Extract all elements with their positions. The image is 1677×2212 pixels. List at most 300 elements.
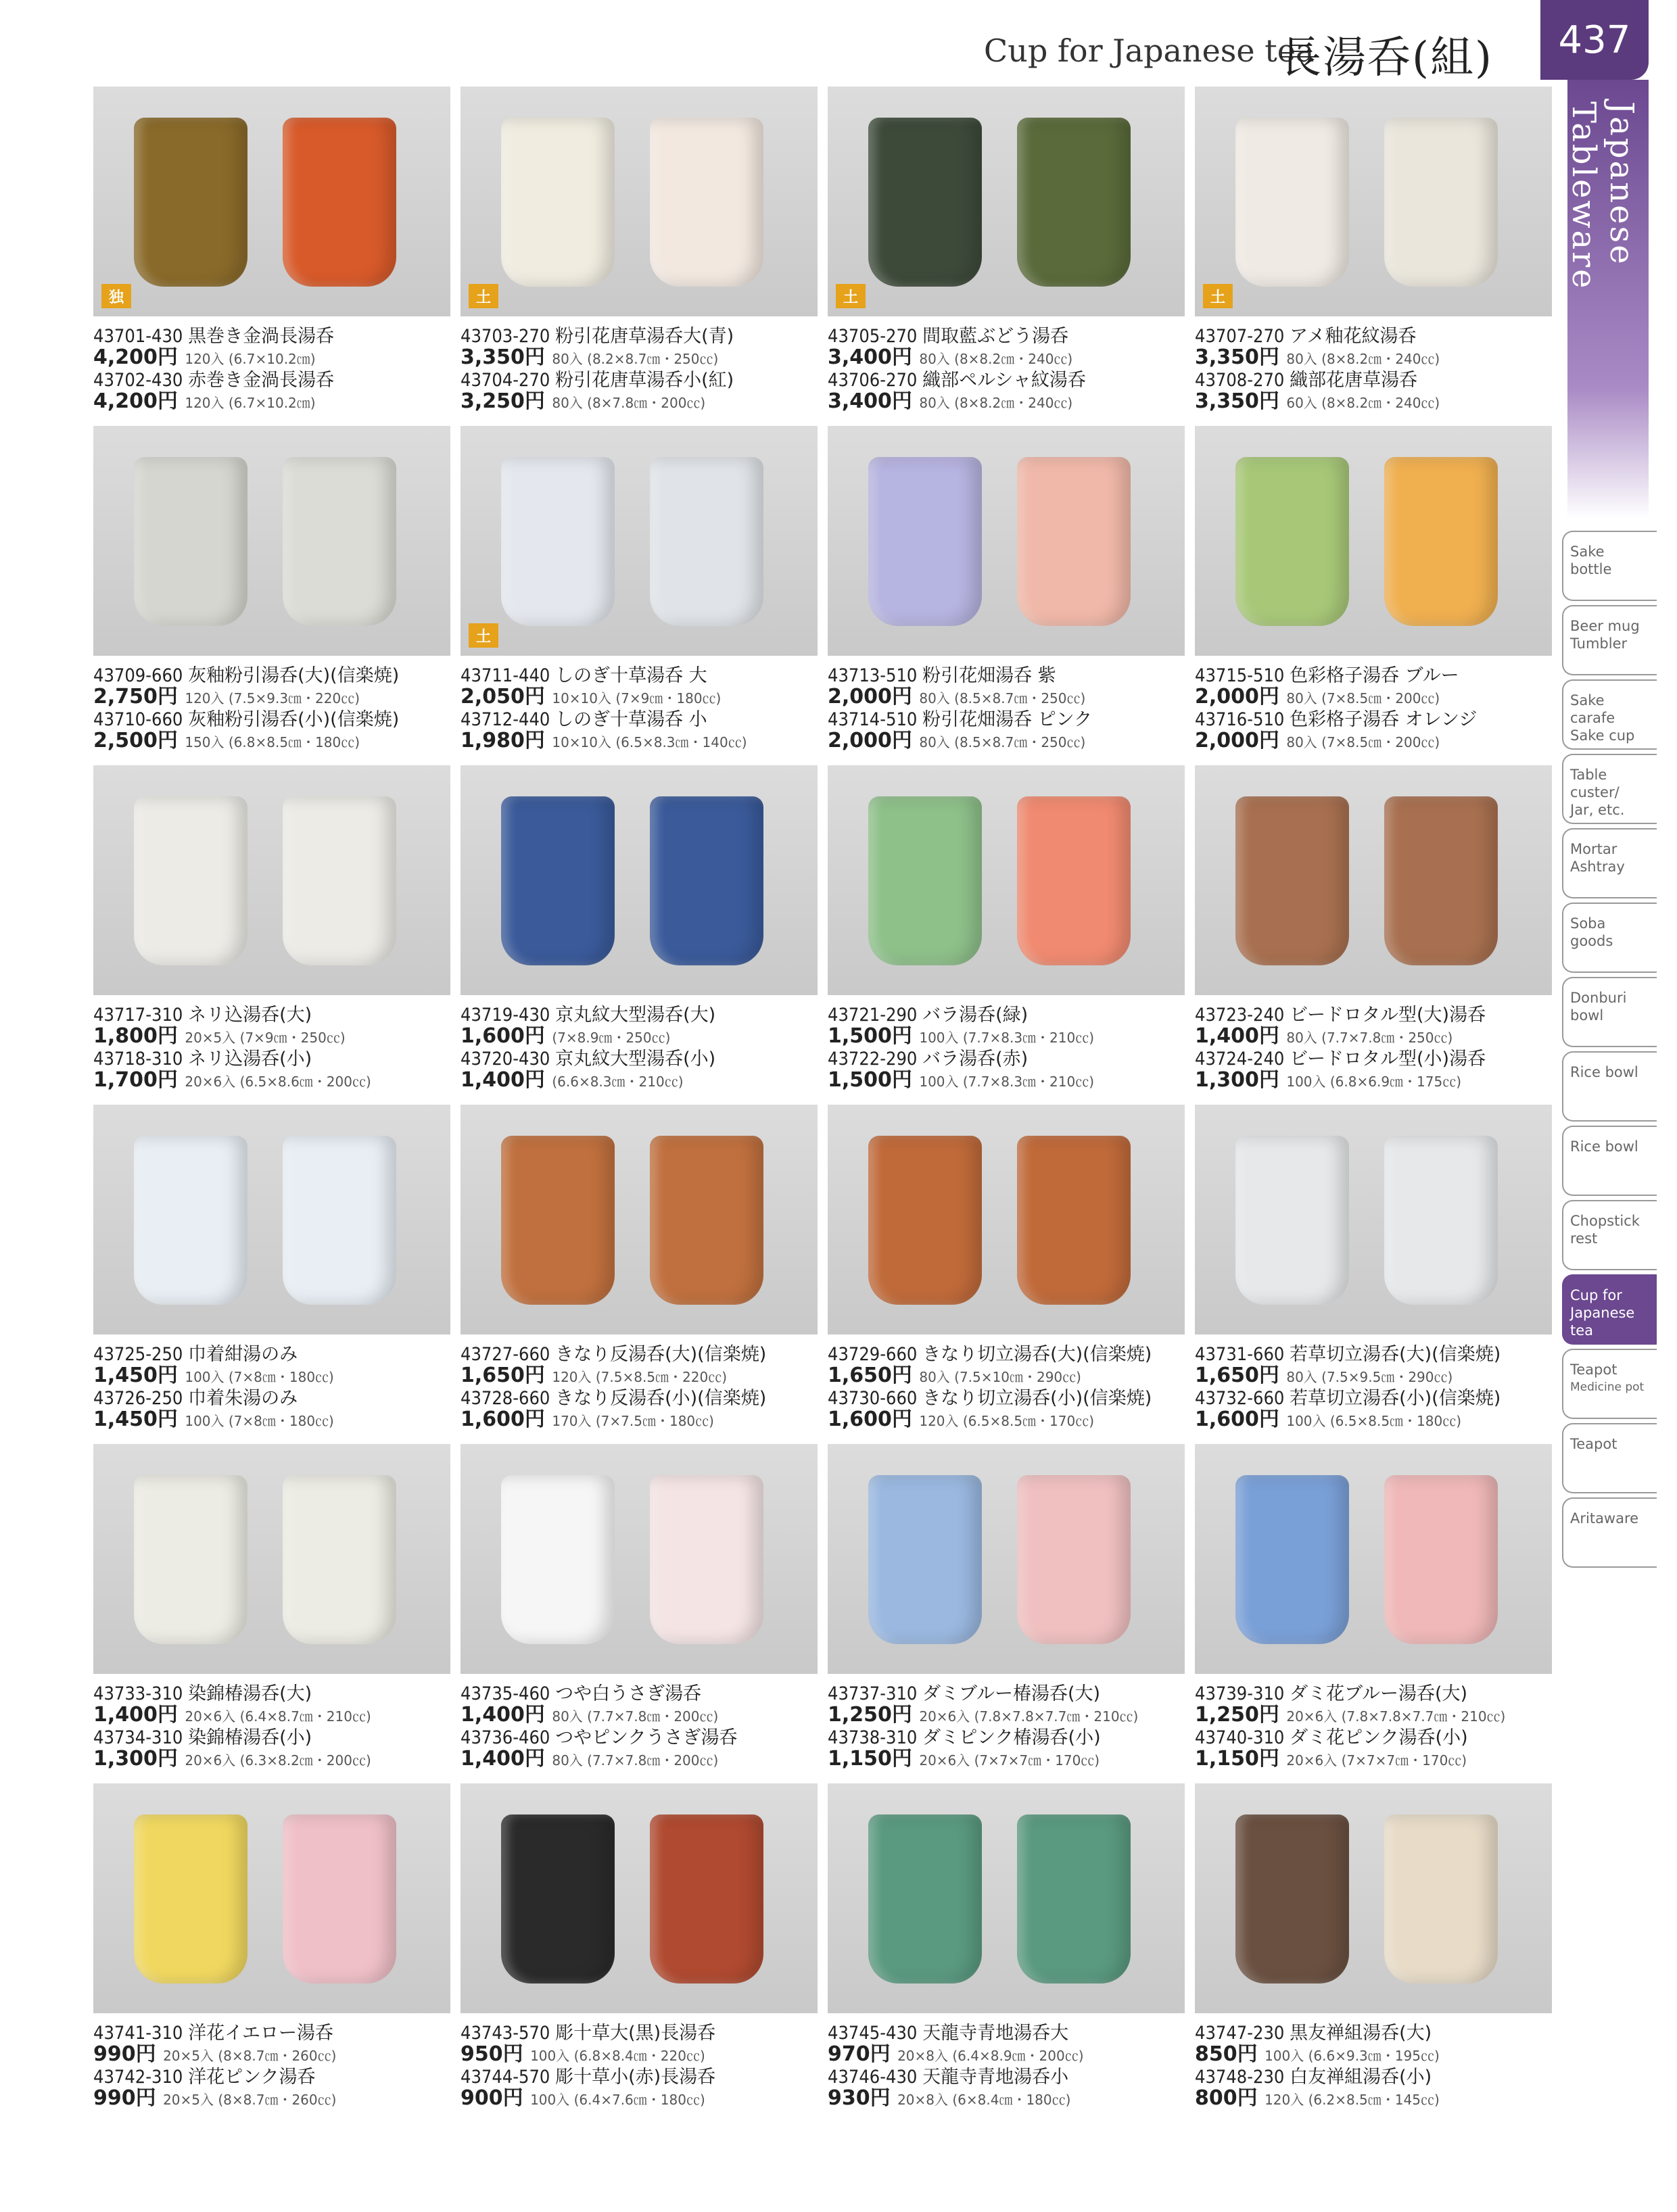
product-photo xyxy=(93,426,450,656)
product-detail: 150入 (6.8×8.5㎝・180㏄) xyxy=(185,734,360,750)
product-price: 1,250円 xyxy=(828,1703,920,1727)
product-price-line xyxy=(93,2088,450,2111)
tab-4[interactable] xyxy=(1562,828,1657,898)
tab-11[interactable] xyxy=(1562,1349,1657,1419)
product-name-line xyxy=(1195,665,1552,686)
product-price-line xyxy=(1195,2088,1552,2111)
product-price-line xyxy=(1195,686,1552,709)
product-code: 43738-310 xyxy=(828,1727,923,1748)
product-cell xyxy=(828,1783,1185,2111)
product-detail: 80入 (8×8.2㎝・240㏄) xyxy=(919,351,1073,367)
product-name-line xyxy=(828,1005,1185,1026)
cup-image xyxy=(868,1475,982,1644)
product-photo xyxy=(460,87,818,316)
product-price-line xyxy=(1195,347,1552,370)
product-detail: 20×8入 (6×8.4㎝・180㏄) xyxy=(897,2092,1071,2108)
product-price: 2,000円 xyxy=(828,729,920,752)
product-name: 巾着朱湯のみ xyxy=(188,1388,298,1409)
product-price-line xyxy=(828,686,1185,709)
cup-image xyxy=(1384,1814,1498,1983)
product-name: ビードロタル型(大)湯呑 xyxy=(1290,1005,1486,1026)
product-detail: 100入 (7×8㎝・180㏄) xyxy=(185,1369,334,1385)
product-price: 1,150円 xyxy=(828,1747,920,1771)
product-detail: 120入 (7.5×9.3㎝・220㏄) xyxy=(185,690,360,706)
product-code: 43712-440 xyxy=(460,709,556,730)
product-price-line xyxy=(93,730,450,753)
product-price: 2,000円 xyxy=(1195,729,1287,752)
product-photo xyxy=(1195,1105,1552,1335)
cup-image xyxy=(650,1136,763,1305)
cup-image xyxy=(134,1136,247,1305)
tab-1[interactable] xyxy=(1562,605,1657,675)
product-detail: 120入 (6.7×10.2㎝) xyxy=(185,395,316,411)
cup-image xyxy=(283,1814,396,1983)
product-detail: 120入 (6.2×8.5㎝・145㏄) xyxy=(1265,2092,1440,2108)
product-description xyxy=(460,665,818,753)
product-price: 1,650円 xyxy=(460,1364,552,1387)
product-name: 彫十草小(赤)長湯呑 xyxy=(555,2067,716,2088)
product-code: 43735-460 xyxy=(460,1683,556,1704)
material-badge: 土 xyxy=(469,623,498,648)
cup-image xyxy=(134,457,247,626)
product-cell xyxy=(1195,765,1552,1092)
cup-image xyxy=(1384,796,1498,965)
tab-sublabel: Medicine pot xyxy=(1570,1380,1645,1394)
product-name-line xyxy=(1195,1388,1552,1409)
product-name: ビードロタル型(小)湯呑 xyxy=(1290,1049,1486,1069)
product-detail: 20×5入 (8×8.7㎝・260㏄) xyxy=(163,2092,337,2108)
product-price: 2,000円 xyxy=(828,685,920,708)
product-name-line xyxy=(93,1005,450,1026)
cup-image xyxy=(650,457,763,626)
product-name: 色彩格子湯呑 オレンジ xyxy=(1290,709,1478,730)
product-price: 1,400円 xyxy=(93,1703,185,1727)
product-price: 1,500円 xyxy=(828,1024,920,1048)
tab-label: Rice bowl xyxy=(1570,1138,1638,1155)
cup-image xyxy=(1017,1136,1131,1305)
product-detail: 20×6入 (7×7×7㎝・170㏄) xyxy=(1286,1752,1467,1769)
product-description xyxy=(460,1683,818,1771)
category-tabs xyxy=(1562,531,1657,1572)
product-description xyxy=(828,1005,1185,1092)
product-price: 1,600円 xyxy=(460,1024,552,1048)
product-price-line xyxy=(460,1069,818,1092)
product-price: 4,200円 xyxy=(93,389,185,413)
product-price: 1,450円 xyxy=(93,1408,185,1431)
product-price: 1,650円 xyxy=(1195,1364,1287,1387)
product-price-line xyxy=(460,730,818,753)
product-price: 3,250円 xyxy=(460,389,552,413)
product-detail: 20×5入 (8×8.7㎝・260㏄) xyxy=(163,2048,337,2064)
product-code: 43725-250 xyxy=(93,1344,189,1365)
tab-label: Teapot xyxy=(1570,1436,1617,1452)
product-cell xyxy=(93,1105,450,1432)
product-cell xyxy=(828,1105,1185,1432)
product-cell xyxy=(460,426,818,753)
product-detail: 80入 (8.2×8.7㎝・250㏄) xyxy=(552,351,719,367)
product-name-line xyxy=(828,1727,1185,1748)
product-code: 43727-660 xyxy=(460,1344,556,1365)
product-description xyxy=(460,2023,818,2111)
product-description xyxy=(828,326,1185,414)
product-price: 1,400円 xyxy=(460,1703,552,1727)
product-name-line xyxy=(828,2067,1185,2088)
product-name: ネリ込湯呑(小) xyxy=(188,1049,312,1069)
product-detail: 80入 (8×8.2㎝・240㏄) xyxy=(919,395,1073,411)
product-code: 43741-310 xyxy=(93,2023,189,2044)
product-price: 1,400円 xyxy=(460,1747,552,1771)
tab-7[interactable] xyxy=(1562,1051,1657,1122)
section-vertical-label: Japanese Tableware xyxy=(1565,101,1640,291)
product-name-line xyxy=(460,709,818,730)
product-name-line xyxy=(460,1683,818,1704)
product-detail: 80入 (8.5×8.7㎝・250㏄) xyxy=(919,690,1086,706)
cup-image xyxy=(501,457,615,626)
product-code: 43711-440 xyxy=(460,665,556,686)
product-name: 京丸紋大型湯呑(大) xyxy=(555,1005,716,1026)
product-name-line xyxy=(828,1683,1185,1704)
tab-10[interactable] xyxy=(1562,1274,1657,1345)
product-price-line xyxy=(93,347,450,370)
product-name-line xyxy=(828,370,1185,391)
product-description xyxy=(1195,1344,1552,1432)
cup-image xyxy=(1384,118,1498,287)
cup-image xyxy=(868,118,982,287)
product-name-line xyxy=(460,2067,818,2088)
product-description xyxy=(828,665,1185,753)
product-name-line xyxy=(93,2067,450,2088)
tab-9[interactable] xyxy=(1562,1200,1657,1270)
tab-6[interactable] xyxy=(1562,977,1657,1047)
product-cell xyxy=(1195,426,1552,753)
cup-image xyxy=(283,1136,396,1305)
product-name-line xyxy=(460,1049,818,1069)
cup-image xyxy=(501,1136,615,1305)
product-cell xyxy=(1195,1783,1552,2111)
tab-label: Teapot xyxy=(1570,1362,1617,1378)
product-description xyxy=(93,665,450,753)
cup-image xyxy=(868,796,982,965)
product-photo xyxy=(93,1444,450,1674)
product-description xyxy=(460,326,818,414)
product-name: 黒巻き金渦長湯呑 xyxy=(188,326,335,347)
product-code: 43747-230 xyxy=(1195,2023,1290,2044)
product-name: 洋花ピンク湯呑 xyxy=(188,2067,316,2088)
product-price-line xyxy=(828,1704,1185,1727)
product-detail: 80入 (7.7×7.8㎝・200㏄) xyxy=(552,1752,719,1769)
tab-8[interactable] xyxy=(1562,1126,1657,1196)
product-description xyxy=(828,1683,1185,1771)
tab-13[interactable] xyxy=(1562,1497,1657,1568)
product-price: 3,400円 xyxy=(828,389,920,413)
product-code: 43746-430 xyxy=(828,2067,923,2088)
product-price: 2,750円 xyxy=(93,685,185,708)
product-detail: 20×6入 (7×7×7㎝・170㏄) xyxy=(919,1752,1100,1769)
product-price-line xyxy=(460,347,818,370)
product-name: 織部ペルシャ紋湯呑 xyxy=(922,370,1086,391)
product-name: 白友禅組湯呑(小) xyxy=(1290,2067,1432,2088)
cup-image xyxy=(1017,457,1131,626)
product-price: 1,400円 xyxy=(1195,1024,1287,1048)
product-price: 1,300円 xyxy=(1195,1068,1287,1092)
product-name-line xyxy=(828,2023,1185,2044)
product-photo xyxy=(460,426,818,656)
product-photo xyxy=(93,1783,450,2013)
product-name: 染錦椿湯呑(大) xyxy=(188,1683,312,1704)
product-name: きなり切立湯呑(小)(信楽焼) xyxy=(922,1388,1152,1409)
product-price: 1,450円 xyxy=(93,1364,185,1387)
product-detail: (7×8.9㎝・250㏄) xyxy=(552,1030,671,1046)
cup-image xyxy=(868,1814,982,1983)
product-name: 粉引花畑湯呑 紫 xyxy=(922,665,1056,686)
product-price: 1,600円 xyxy=(1195,1408,1287,1431)
product-price-line xyxy=(1195,730,1552,753)
product-name: 巾着紺湯のみ xyxy=(188,1344,298,1365)
product-name: 赤巻き金渦長湯呑 xyxy=(188,370,335,391)
product-code: 43719-430 xyxy=(460,1005,556,1026)
product-name: 天龍寺青地湯呑大 xyxy=(922,2023,1069,2044)
product-name-line xyxy=(828,709,1185,730)
product-name: しのぎ十草湯呑 大 xyxy=(555,665,707,686)
cup-image xyxy=(1384,1475,1498,1644)
product-name: バラ湯呑(緑) xyxy=(922,1005,1029,1026)
product-name-line xyxy=(1195,370,1552,391)
product-cell xyxy=(93,1444,450,1771)
product-detail: 80入 (8×7.8㎝・200㏄) xyxy=(552,395,706,411)
tab-5[interactable] xyxy=(1562,903,1657,973)
product-code: 43704-270 xyxy=(460,370,556,391)
cup-image xyxy=(868,457,982,626)
product-name-line xyxy=(1195,1049,1552,1069)
product-detail: (6.6×8.3㎝・210㏄) xyxy=(552,1074,684,1090)
product-detail: 100入 (6.8×6.9㎝・175㏄) xyxy=(1286,1074,1462,1090)
product-price: 990円 xyxy=(93,2086,164,2110)
product-name: バラ湯呑(赤) xyxy=(922,1049,1029,1069)
product-cell xyxy=(460,765,818,1092)
product-price: 3,350円 xyxy=(1195,389,1287,413)
product-code: 43730-660 xyxy=(828,1388,923,1409)
product-description xyxy=(460,1344,818,1432)
product-price: 1,980円 xyxy=(460,729,552,752)
product-cell xyxy=(1195,87,1552,414)
cup-image xyxy=(1017,1814,1131,1983)
product-name: 洋花イエロー湯呑 xyxy=(188,2023,334,2044)
tab-label: Chopstick rest xyxy=(1570,1213,1640,1247)
product-name-line xyxy=(1195,326,1552,347)
material-badge: 土 xyxy=(469,284,498,308)
product-price: 930円 xyxy=(828,2086,898,2110)
cup-image xyxy=(283,796,396,965)
product-name-line xyxy=(828,1049,1185,1069)
cup-image xyxy=(283,457,396,626)
product-cell xyxy=(828,87,1185,414)
cup-image xyxy=(134,796,247,965)
product-cell xyxy=(1195,1105,1552,1432)
product-name: しのぎ十草湯呑 小 xyxy=(555,709,707,730)
product-description xyxy=(460,1005,818,1092)
product-price: 2,000円 xyxy=(1195,685,1287,708)
product-photo xyxy=(93,765,450,995)
product-detail: 100入 (6.5×8.5㎝・180㏄) xyxy=(1286,1413,1462,1429)
product-photo xyxy=(828,1105,1185,1335)
product-name: きなり反湯呑(大)(信楽焼) xyxy=(555,1344,767,1365)
product-detail: 20×6入 (6.5×8.6㎝・200㏄) xyxy=(185,1074,371,1090)
tab-0[interactable] xyxy=(1562,531,1657,601)
product-name-line xyxy=(1195,1683,1552,1704)
product-price-line xyxy=(1195,1748,1552,1771)
product-code: 43703-270 xyxy=(460,326,556,347)
product-description xyxy=(1195,665,1552,753)
product-detail: 20×6入 (7.8×7.8×7.7㎝・210㏄) xyxy=(1286,1708,1506,1725)
cup-image xyxy=(283,118,396,287)
product-price-line xyxy=(460,1365,818,1388)
product-code: 43732-660 xyxy=(1195,1388,1290,1409)
product-code: 43736-460 xyxy=(460,1727,556,1748)
product-name: ネリ込湯呑(大) xyxy=(188,1005,312,1026)
product-name-line xyxy=(93,1049,450,1069)
product-name: ダミ花ブルー湯呑(大) xyxy=(1290,1683,1468,1704)
product-code: 43740-310 xyxy=(1195,1727,1290,1748)
product-price: 3,400円 xyxy=(828,345,920,369)
product-code: 43734-310 xyxy=(93,1727,189,1748)
product-name: つやピンクうさぎ湯呑 xyxy=(555,1727,738,1748)
product-name-line xyxy=(460,1727,818,1748)
product-price-line xyxy=(828,1026,1185,1049)
product-cell xyxy=(828,1444,1185,1771)
product-detail: 170入 (7×7.5㎝・180㏄) xyxy=(552,1413,714,1429)
product-code: 43726-250 xyxy=(93,1388,189,1409)
product-code: 43724-240 xyxy=(1195,1049,1290,1069)
cup-image xyxy=(650,1475,763,1644)
product-name-line xyxy=(93,326,450,347)
cup-image xyxy=(134,1814,247,1983)
product-photo xyxy=(1195,426,1552,656)
product-name: きなり反湯呑(小)(信楽焼) xyxy=(555,1388,767,1409)
product-name-line xyxy=(1195,709,1552,730)
product-code: 43731-660 xyxy=(1195,1344,1290,1365)
product-name-line xyxy=(460,326,818,347)
product-price: 1,300円 xyxy=(93,1747,185,1771)
product-cell xyxy=(460,87,818,414)
product-cell xyxy=(828,426,1185,753)
cup-image xyxy=(868,1136,982,1305)
product-price: 1,600円 xyxy=(828,1408,920,1431)
product-code: 43707-270 xyxy=(1195,326,1290,347)
product-code: 43714-510 xyxy=(828,709,923,730)
cup-image xyxy=(1235,796,1349,965)
product-photo xyxy=(460,1783,818,2013)
product-code: 43715-510 xyxy=(1195,665,1290,686)
product-code: 43722-290 xyxy=(828,1049,923,1069)
product-name: 京丸紋大型湯呑(小) xyxy=(555,1049,716,1069)
cup-image xyxy=(1235,1814,1349,1983)
tab-3[interactable] xyxy=(1562,754,1657,824)
product-price-line xyxy=(828,1069,1185,1092)
product-price: 1,500円 xyxy=(828,1068,920,1092)
product-photo xyxy=(828,1783,1185,2013)
product-name-line xyxy=(93,370,450,391)
product-detail: 20×6入 (6.4×8.7㎝・210㏄) xyxy=(185,1708,371,1725)
tab-label: Sake carafe Sake cup xyxy=(1570,692,1635,744)
product-detail: 80入 (7.5×10㎝・290㏄) xyxy=(919,1369,1081,1385)
product-name-line xyxy=(828,665,1185,686)
product-price: 900円 xyxy=(460,2086,531,2110)
product-name-line xyxy=(93,2023,450,2044)
tab-2[interactable] xyxy=(1562,679,1657,750)
product-code: 43718-310 xyxy=(93,1049,189,1069)
cup-image xyxy=(1384,457,1498,626)
product-price: 4,200円 xyxy=(93,345,185,369)
product-detail: 80入 (7×8.5㎝・200㏄) xyxy=(1286,690,1440,706)
product-detail: 100入 (6.6×9.3㎝・195㏄) xyxy=(1265,2048,1440,2064)
product-code: 43733-310 xyxy=(93,1683,189,1704)
cup-image xyxy=(1017,1475,1131,1644)
product-price: 1,250円 xyxy=(1195,1703,1287,1727)
product-price-line xyxy=(460,1704,818,1727)
cup-image xyxy=(650,796,763,965)
product-name: 染錦椿湯呑(小) xyxy=(188,1727,312,1748)
product-price-line xyxy=(460,391,818,414)
product-price: 1,700円 xyxy=(93,1068,185,1092)
product-detail: 100入 (7×8㎝・180㏄) xyxy=(185,1413,334,1429)
product-price-line xyxy=(93,1365,450,1388)
product-name: 間取藍ぶどう湯呑 xyxy=(922,326,1069,347)
product-cell xyxy=(93,765,450,1092)
product-detail: 60入 (8×8.2㎝・240㏄) xyxy=(1286,395,1440,411)
product-price: 3,350円 xyxy=(460,345,552,369)
product-price: 1,650円 xyxy=(828,1364,920,1387)
product-price: 1,800円 xyxy=(93,1024,185,1048)
product-name-line xyxy=(460,1344,818,1365)
tab-12[interactable] xyxy=(1562,1423,1657,1493)
product-price-line xyxy=(1195,1069,1552,1092)
product-cell xyxy=(460,1105,818,1432)
product-code: 43708-270 xyxy=(1195,370,1290,391)
product-price-line xyxy=(460,1026,818,1049)
product-name-line xyxy=(828,1388,1185,1409)
product-name-line xyxy=(1195,2023,1552,2044)
product-description xyxy=(93,1344,450,1432)
product-name: 粉引花唐草湯呑小(紅) xyxy=(555,370,734,391)
product-price: 2,050円 xyxy=(460,685,552,708)
product-price: 970円 xyxy=(828,2042,898,2066)
product-cell xyxy=(93,1783,450,2111)
tab-label: Table custer/ Jar, etc. xyxy=(1570,767,1625,818)
page-number: 437 xyxy=(1540,0,1649,80)
product-code: 43748-230 xyxy=(1195,2067,1290,2088)
product-name: 色彩格子湯呑 ブルー xyxy=(1290,665,1459,686)
product-code: 43717-310 xyxy=(93,1005,189,1026)
product-description xyxy=(93,2023,450,2111)
product-name: アメ釉花紋湯呑 xyxy=(1290,326,1417,347)
product-price-line xyxy=(828,2044,1185,2067)
product-code: 43716-510 xyxy=(1195,709,1290,730)
product-detail: 80入 (7.7×7.8㎝・200㏄) xyxy=(552,1708,719,1725)
tab-label: Beer mug Tumbler xyxy=(1570,618,1640,652)
product-detail: 100入 (6.8×8.4㎝・220㏄) xyxy=(530,2048,705,2064)
cup-image xyxy=(501,1475,615,1644)
product-detail: 120入 (6.7×10.2㎝) xyxy=(185,351,316,367)
product-cell xyxy=(460,1783,818,2111)
cup-image xyxy=(650,1814,763,1983)
product-code: 43744-570 xyxy=(460,2067,556,2088)
product-detail: 10×10入 (6.5×8.3㎝・140㏄) xyxy=(552,734,747,750)
cup-image xyxy=(134,1475,247,1644)
product-detail: 120入 (6.5×8.5㎝・170㏄) xyxy=(919,1413,1095,1429)
product-description xyxy=(1195,1005,1552,1092)
product-name: ダミブルー椿湯呑(大) xyxy=(922,1683,1101,1704)
product-name: つや白うさぎ湯呑 xyxy=(555,1683,702,1704)
